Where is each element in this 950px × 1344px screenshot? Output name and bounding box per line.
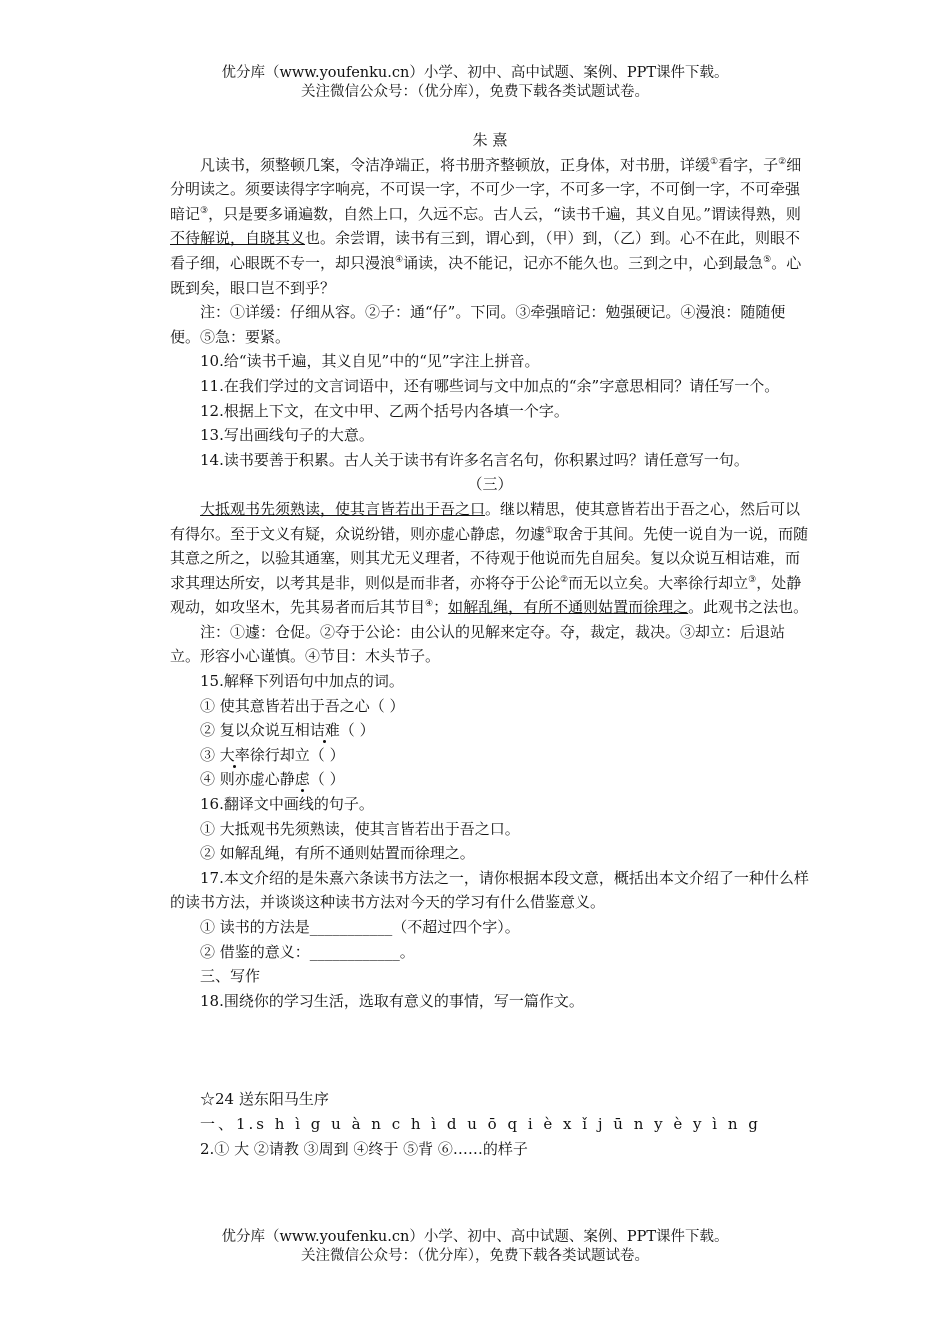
- passage-3-title: （三）: [467, 475, 513, 494]
- answer-2: 2.① 大 ②请教 ③周到 ④终于 ⑤背 ⑥……的样子: [200, 1139, 528, 1158]
- page-footer: [0, 1228, 950, 1266]
- dotted-word: 大率: [219, 745, 250, 764]
- question-17-item-1: ① 读书的方法是___________（不超过四个字）。: [200, 918, 520, 936]
- question-16-item-2: ② 如解乱绳，有所不通则姑置而徐理之。: [200, 844, 475, 863]
- question-11: 11.在我们学过的文言词语中，还有哪些词与文中加点的“余”字意思相同？请任写一个。: [200, 376, 780, 395]
- answer-title: ☆24 送东阳马生序: [200, 1090, 329, 1109]
- question-15-item-4: ④ 则亦虚心静虑（ ）: [200, 770, 345, 789]
- question-12: 12.根据上下文，在文中甲、乙两个括号内各填一个字。: [200, 401, 569, 420]
- spacer: [170, 1013, 810, 1087]
- answer-1: 一、1.s h ì g u à n c h ì d u ō q i è x ǐ j ū n y è y ì n g: [200, 1114, 761, 1133]
- header-line-2: 关注微信公众号：（优分库），免费下载各类试题试卷。: [301, 84, 649, 100]
- question-15-item-1: ① 使其意皆若出于吾之心（ ）: [200, 696, 405, 715]
- underlined-sentence-2: 如解乱绳，有所不通则姑置而徐理之: [448, 598, 689, 617]
- question-15-item-2: ② 复以众说互相诘难（ ）: [200, 721, 375, 740]
- question-14: 14.读书要善于积累。古人关于读书有许多名言名句，你积累过吗？请任意写一句。: [200, 450, 749, 469]
- writing-section-title: 三、写作: [200, 967, 261, 986]
- footer-line-2: 关注微信公众号：（优分库），免费下载各类试题试卷。: [301, 1248, 649, 1264]
- passage-2-paragraph: 凡读书，须整顿几案，令洁净端正，将书册齐整顿放，正身体，对书册，详缓①看字，子②细分明读之。须要读得字字响亮，不可误一字，不可少一字，不可多一字，不可倒一字，不可牵强暗记③，只是要多诵遍数，自然上口，久远不忘。古人云，“读书千遍，其义自见。”谓读得熟，则不待解说，自晓其义也。余尝谓，读书有三到，谓心到，（甲）到，（乙）到。心不在此，则眼不看子细，心眼既不专一，却只漫浪④诵读，决不能记，记亦不能久也。三到之中，心到最急⑤。心既到矣，眼口岂不到乎？: [170, 155, 802, 297]
- question-16-item-1: ① 大抵观书先须熟读，使其言皆若出于吾之口。: [200, 819, 520, 838]
- page-header: [0, 64, 950, 102]
- question-10: 10.给“读书千遍，其义自见”中的“见”字注上拼音。: [200, 352, 540, 371]
- underlined-sentence: 不待解说，自晓其义: [170, 229, 306, 248]
- passage-2-title: 朱 熹: [472, 131, 508, 149]
- document-content: [170, 128, 810, 1161]
- dotted-word: 虑: [294, 770, 310, 789]
- question-16: 16.翻译文中画线的句子。: [200, 795, 374, 814]
- passage-3-note: 注：①遽：仓促。②夺于公论：由公认的见解来定夺。夺，裁定，裁决。③却立：后退站立。形容小心谨慎。④节目：木头节子。: [170, 622, 786, 666]
- question-17-item-2: ② 借鉴的意义：____________。: [200, 942, 415, 961]
- underlined-sentence-1: 大抵观书先须熟读，使其言皆若出于吾之口: [200, 499, 486, 518]
- question-15-item-3: ③ 大率徐行却立（ ）: [200, 745, 345, 764]
- passage-2-note: 注：①详缓：仔细从容。②子：通“仔”。下同。③牵强暗记：勉强硬记。④漫浪：随随便便。⑤急：要紧。: [170, 303, 786, 346]
- dotted-word: 诘难: [309, 721, 340, 740]
- question-15: 15.解释下列语句中加点的词。: [200, 672, 404, 691]
- question-18: 18.围绕你的学习生活，选取有意义的事情，写一篇作文。: [200, 991, 584, 1010]
- footer-line-1: 优分库（www.youfenku.cn）小学、初中、高中试题、案例、PPT课件下载。: [221, 1229, 729, 1245]
- question-13: 13.写出画线句子的大意。: [200, 426, 374, 445]
- header-line-1: 优分库（www.youfenku.cn）小学、初中、高中试题、案例、PPT课件下载。: [221, 65, 729, 81]
- passage-3-paragraph: 大抵观书先须熟读，使其言皆若出于吾之口。继以精思，使其意皆若出于吾之心，然后可以有得尔。至于文义有疑，众说纷错，则亦虚心静虑，勿遽①取舍于其间。先使一说自为一说，而随其意之所之，以验其通塞，则其尤无义理者，不待观于他说而先自屈矣。复以众说互相诘难，而求其理达所安，以考其是非，则似是而非者，亦将夺于公论②而无以立矣。大率徐行却立③，处静观动，如攻坚木，先其易者而后其节目④；如解乱绳，有所不通则姑置而徐理之。此观书之法也。: [170, 499, 809, 617]
- question-17: 17.本文介绍的是朱熹六条读书方法之一，请你根据本段文意，概括出本文介绍了一种什么样的读书方法，并谈谈这种读书方法对今天的学习有什么借鉴意义。: [170, 868, 809, 912]
